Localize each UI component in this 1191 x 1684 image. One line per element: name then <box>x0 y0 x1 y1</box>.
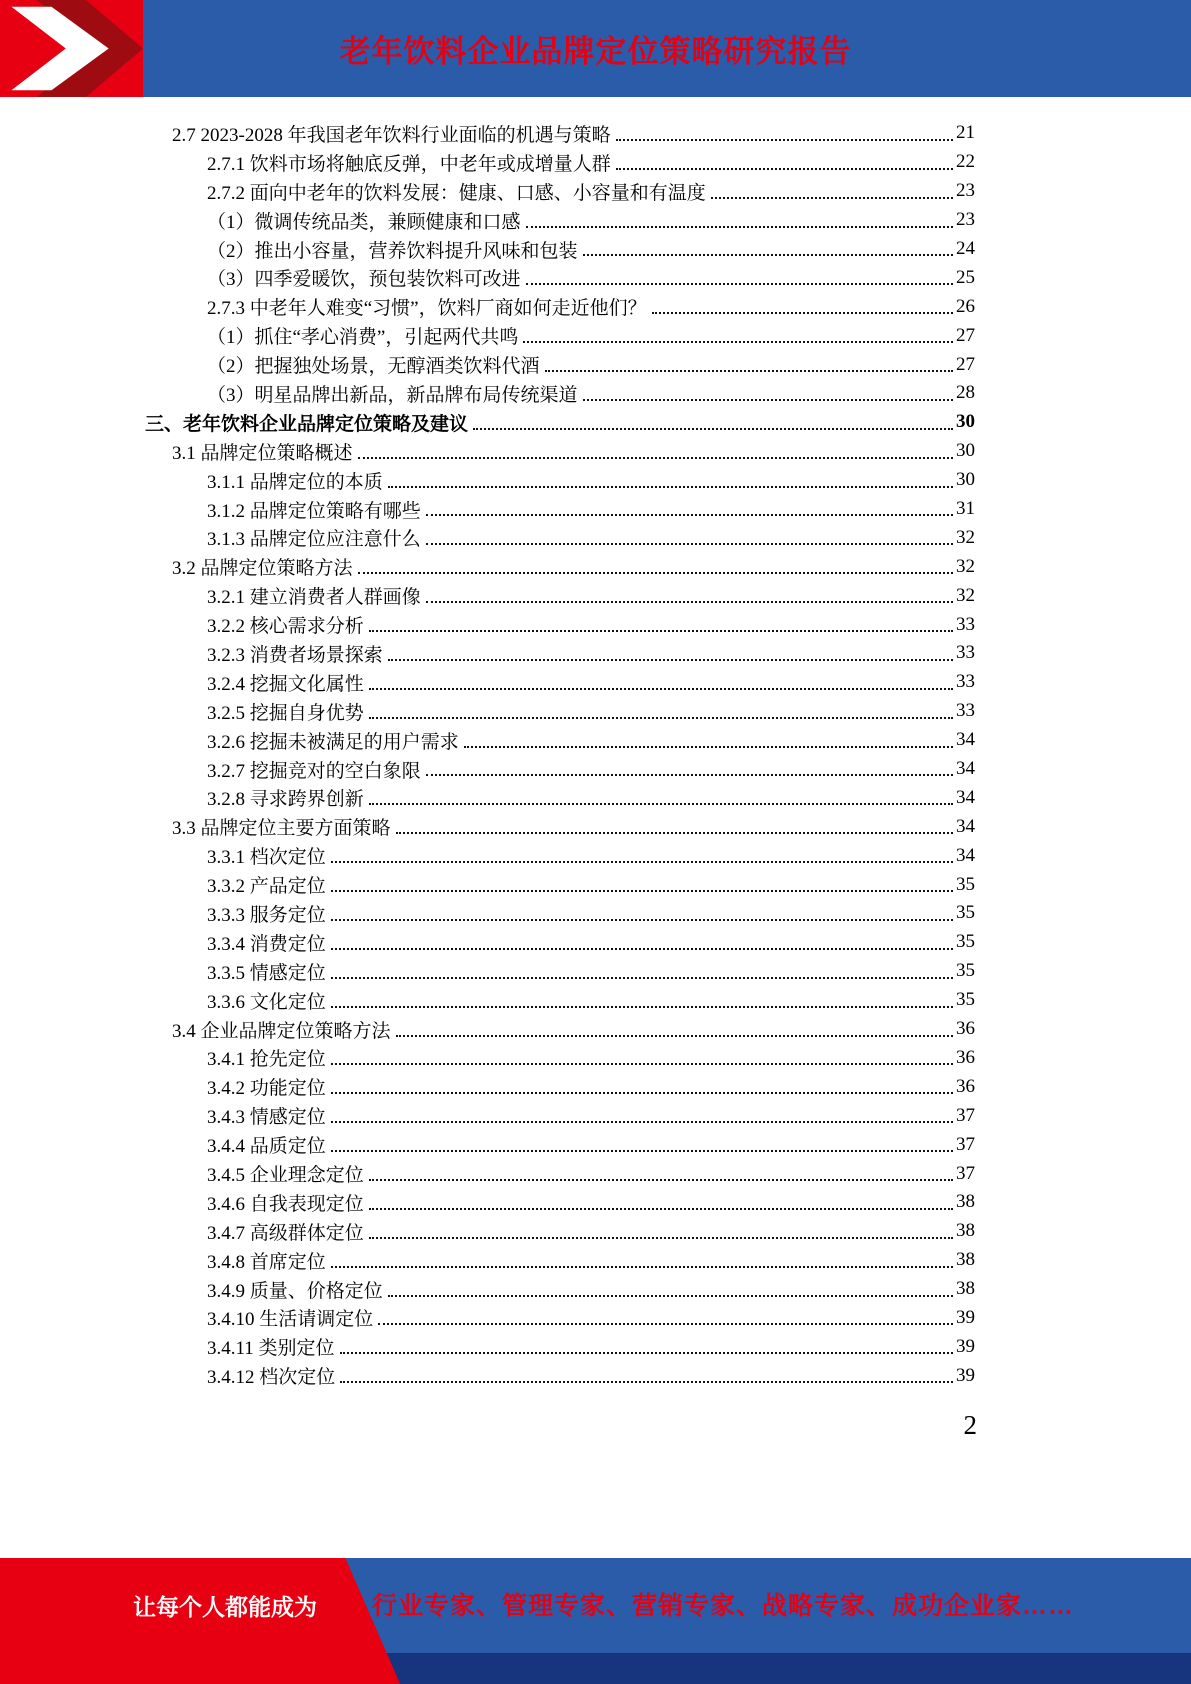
toc-entry <box>145 235 975 264</box>
toc-entry-page: 23 <box>956 180 975 202</box>
toc-dot-leader <box>521 321 956 350</box>
toc-entry-page: 33 <box>956 671 975 693</box>
toc-entry-page: 34 <box>956 815 975 837</box>
toc-dot-leader <box>329 1130 956 1159</box>
toc-dot-leader <box>386 1275 956 1304</box>
toc-entry-page: 34 <box>956 786 975 808</box>
toc-entry-page: 33 <box>956 700 975 722</box>
toc-dot-leader <box>581 235 956 264</box>
toc-entry-text: 3.3.2 产品定位 <box>207 876 326 898</box>
toc-dot-leader <box>462 726 956 755</box>
toc-entry-text: 3.2.7 挖掘竞对的空白象限 <box>207 760 421 782</box>
toc-dot-leader <box>329 1101 956 1130</box>
toc-entry <box>145 350 975 379</box>
toc-entry-text: 2.7 2023-2028 年我国老年饮料行业面临的机遇与策略 <box>172 124 611 146</box>
toc-entry-page: 27 <box>956 324 975 346</box>
toc-dot-leader <box>367 783 956 812</box>
toc-entry <box>145 841 975 870</box>
toc-entry-page: 35 <box>956 960 975 982</box>
toc-dot-leader <box>471 408 956 437</box>
toc-entry-page: 30 <box>956 440 975 462</box>
toc-entry-text: 3.4.7 高级群体定位 <box>207 1222 364 1244</box>
toc-entry-text: 3.4.8 首席定位 <box>207 1251 326 1273</box>
toc-dot-leader <box>329 870 956 899</box>
toc-entry-page: 36 <box>956 1018 975 1040</box>
toc-entry-page: 28 <box>956 382 975 404</box>
toc-entry <box>145 321 975 350</box>
toc-entry <box>145 668 975 697</box>
toc-entry <box>145 1015 975 1044</box>
toc-entry <box>145 408 975 437</box>
toc-entry-page: 37 <box>956 1162 975 1184</box>
toc-entry-page: 36 <box>956 1075 975 1097</box>
toc-entry-page: 32 <box>956 555 975 577</box>
toc-entry-text: 3.3.1 档次定位 <box>207 847 326 869</box>
toc-entry <box>145 119 975 148</box>
page-number: 2 <box>963 1410 977 1440</box>
toc-entry <box>145 783 975 812</box>
toc-entry <box>145 495 975 524</box>
toc-entry-page: 39 <box>956 1364 975 1386</box>
toc-entry-text: （1）微调传统品类，兼顾健康和口感 <box>207 211 521 233</box>
toc-entry-text: （2）把握独处场景，无醇酒类饮料代酒 <box>207 356 540 378</box>
toc-entry <box>145 755 975 784</box>
toc-entry-text: 3.1 品牌定位策略概述 <box>172 442 353 464</box>
toc-dot-leader <box>367 1217 956 1246</box>
toc-entry-page: 37 <box>956 1104 975 1126</box>
toc-dot-leader <box>338 1332 956 1361</box>
toc-dot-leader <box>524 263 956 292</box>
toc-entry <box>145 1246 975 1275</box>
toc-entry <box>145 206 975 235</box>
toc-dot-leader <box>386 639 956 668</box>
toc-entry-text: 3.3 品牌定位主要方面策略 <box>172 818 391 840</box>
toc-entry <box>145 928 975 957</box>
toc-entry-page: 24 <box>956 238 975 259</box>
toc-entry <box>145 148 975 177</box>
toc-dot-leader <box>650 292 956 321</box>
toc-entry-text: 3.3.3 服务定位 <box>207 904 326 926</box>
toc-entry <box>145 1072 975 1101</box>
toc-entry-text: 3.4.10 生活请调定位 <box>207 1309 374 1331</box>
toc-dot-leader <box>329 841 956 870</box>
footer <box>0 1558 1191 1684</box>
toc-entry-text: 3.4.12 档次定位 <box>207 1367 336 1389</box>
toc-entry-text: 3.2.8 寻求跨界创新 <box>207 789 364 811</box>
toc-dot-leader <box>386 466 956 495</box>
toc-dot-leader <box>424 581 956 610</box>
footer-slogan-left: 让每个人都能成为 <box>133 1594 317 1620</box>
toc-dot-leader <box>614 119 956 148</box>
toc-entry <box>145 379 975 408</box>
toc-entry-page: 25 <box>956 266 975 288</box>
toc-entry-text: 3.4.6 自我表现定位 <box>207 1193 364 1215</box>
toc-entry <box>145 899 975 928</box>
toc-entry-text: 3.4.1 抢先定位 <box>207 1049 326 1071</box>
toc-entry-page: 27 <box>956 353 975 375</box>
toc-dot-leader <box>424 755 956 784</box>
toc-dot-leader <box>424 523 956 552</box>
toc-entry-text: 3.2.6 挖掘未被满足的用户需求 <box>207 731 459 753</box>
toc-entry <box>145 177 975 206</box>
toc-entry <box>145 437 975 466</box>
toc-entry-text: 3.2.4 挖掘文化属性 <box>207 673 364 695</box>
toc-entry-page: 38 <box>956 1220 975 1242</box>
toc-dot-leader <box>329 1044 956 1073</box>
toc-dot-leader <box>367 1159 956 1188</box>
toc-entry-text: 3.4.2 功能定位 <box>207 1078 326 1100</box>
toc-dot-leader <box>356 437 956 466</box>
toc-entry-page: 38 <box>956 1278 975 1300</box>
toc-entry-page: 35 <box>956 989 975 1011</box>
toc-entry <box>145 1304 975 1333</box>
toc-dot-leader <box>614 148 956 177</box>
toc-entry-text: 3.2 品牌定位策略方法 <box>172 558 353 580</box>
toc-entry-text: 3.2.2 核心需求分析 <box>207 616 364 638</box>
toc-dot-leader <box>329 928 956 957</box>
toc-entry <box>145 610 975 639</box>
toc-entry <box>145 523 975 552</box>
footer-slogan-right: 行业专家、管理专家、营销专家、战略专家、成功企业家…… <box>372 1592 1075 1620</box>
toc-entry <box>145 639 975 668</box>
toc-dot-leader <box>356 552 956 581</box>
toc-entry-page: 36 <box>956 1046 975 1068</box>
toc-dot-leader <box>329 899 956 928</box>
toc-entry-text: 3.4 企业品牌定位策略方法 <box>172 1020 391 1042</box>
toc-entry-page: 39 <box>956 1335 975 1357</box>
toc-entry-text: （3）四季爱暖饮，预包装饮料可改进 <box>207 269 521 291</box>
toc-entry-page: 34 <box>956 729 975 751</box>
toc-entry-text: 3.3.4 消费定位 <box>207 933 326 955</box>
toc-dot-leader <box>329 1072 956 1101</box>
header-banner <box>0 0 1191 97</box>
toc-entry-page: 33 <box>956 642 975 664</box>
toc-dot-leader <box>524 206 956 235</box>
toc-entry-page: 23 <box>956 209 975 231</box>
toc-entry-page: 32 <box>956 526 975 548</box>
toc-entry <box>145 1188 975 1217</box>
toc-entry <box>145 726 975 755</box>
toc-entry-page: 32 <box>956 584 975 606</box>
toc-dot-leader <box>394 1015 956 1044</box>
toc-dot-leader <box>376 1304 956 1333</box>
toc-dot-leader <box>367 697 956 726</box>
toc-entry-page: 26 <box>956 295 975 317</box>
toc-entry-page: 35 <box>956 931 975 953</box>
toc-entry-text: 2.7.1 饮料市场将触底反弹，中老年或成增量人群 <box>207 153 611 175</box>
corner-arrow-icon <box>0 0 143 97</box>
toc-entry <box>145 1159 975 1188</box>
toc-entry-page: 35 <box>956 902 975 924</box>
toc-entry-page: 35 <box>956 873 975 895</box>
toc-entry-text: 3.2.3 消费者场景探索 <box>207 644 383 666</box>
toc-entry-text: （2）推出小容量，营养饮料提升风味和包装 <box>207 240 578 262</box>
toc-entry-text: 3.4.11 类别定位 <box>207 1338 335 1360</box>
toc-entry-text: 3.1.1 品牌定位的本质 <box>207 471 383 493</box>
toc-entry <box>145 1217 975 1246</box>
toc-entry <box>145 552 975 581</box>
toc-entry-page: 38 <box>956 1191 975 1213</box>
toc-entry-text: 3.3.6 文化定位 <box>207 991 326 1013</box>
toc-entry-text: 2.7.2 面向中老年的饮料发展：健康、口感、小容量和有温度 <box>207 182 706 204</box>
toc-entry <box>145 1130 975 1159</box>
toc-entry <box>145 1101 975 1130</box>
toc-dot-leader <box>329 986 956 1015</box>
toc-dot-leader <box>329 957 956 986</box>
toc-dot-leader <box>543 350 956 379</box>
toc-entry <box>145 581 975 610</box>
toc-entry <box>145 812 975 841</box>
toc-entry <box>145 1332 975 1361</box>
toc-entry-text: 3.1.3 品牌定位应注意什么 <box>207 529 421 551</box>
toc-entry-page: 34 <box>956 844 975 866</box>
toc-entry <box>145 870 975 899</box>
report-title: 老年饮料企业品牌定位策略研究报告 <box>339 34 852 69</box>
toc-entry <box>145 697 975 726</box>
toc-entry-text: 3.1.2 品牌定位策略有哪些 <box>207 500 421 522</box>
toc-entry-text: （3）明星品牌出新品，新品牌布局传统渠道 <box>207 384 578 406</box>
toc-entry-page: 38 <box>956 1249 975 1271</box>
toc-entry <box>145 263 975 292</box>
toc-dot-leader <box>367 1188 956 1217</box>
toc-entry <box>145 1275 975 1304</box>
toc-entry-page: 34 <box>956 758 975 780</box>
toc-entry-text: 3.4.5 企业理念定位 <box>207 1165 364 1186</box>
toc-entry <box>145 1044 975 1073</box>
toc-entry-text: 3.4.4 品质定位 <box>207 1136 326 1158</box>
toc-dot-leader <box>581 379 956 408</box>
toc-entry <box>145 292 975 321</box>
toc-entry-text: 3.3.5 情感定位 <box>207 962 326 984</box>
toc-entry-page: 31 <box>956 498 975 520</box>
toc-entry-text: （1）抓住“孝心消费”，引起两代共鸣 <box>207 327 519 349</box>
toc-entry-text: 3.2.1 建立消费者人群画像 <box>207 587 421 609</box>
toc-dot-leader <box>367 610 956 639</box>
toc-entry-page: 21 <box>956 122 975 144</box>
toc-entry-page: 39 <box>956 1306 975 1328</box>
toc-entry <box>145 466 975 495</box>
toc-entry <box>145 986 975 1015</box>
table-of-contents <box>145 119 975 1390</box>
toc-entry-page: 30 <box>956 411 975 433</box>
toc-entry-page: 22 <box>956 151 975 173</box>
toc-entry-text: 三、老年饮料企业品牌定位策略及建议 <box>145 413 469 435</box>
toc-entry-page: 33 <box>956 613 975 635</box>
toc-dot-leader <box>367 668 956 697</box>
toc-dot-leader <box>338 1361 956 1390</box>
toc-dot-leader <box>329 1246 956 1275</box>
toc-dot-leader <box>394 812 956 841</box>
toc-entry <box>145 957 975 986</box>
toc-entry-text: 3.4.3 情感定位 <box>207 1107 326 1129</box>
toc-entry-text: 3.4.9 质量、价格定位 <box>207 1280 383 1302</box>
toc-entry-text: 2.7.3 中老年人难变“习惯”，饮料厂商如何走近他们？ <box>207 298 647 320</box>
toc-dot-leader <box>424 495 956 524</box>
toc-entry-text: 3.2.5 挖掘自身优势 <box>207 702 364 724</box>
toc-entry <box>145 1361 975 1390</box>
toc-entry-page: 37 <box>956 1133 975 1155</box>
toc-entry-page: 30 <box>956 469 975 491</box>
toc-dot-leader <box>709 177 956 206</box>
